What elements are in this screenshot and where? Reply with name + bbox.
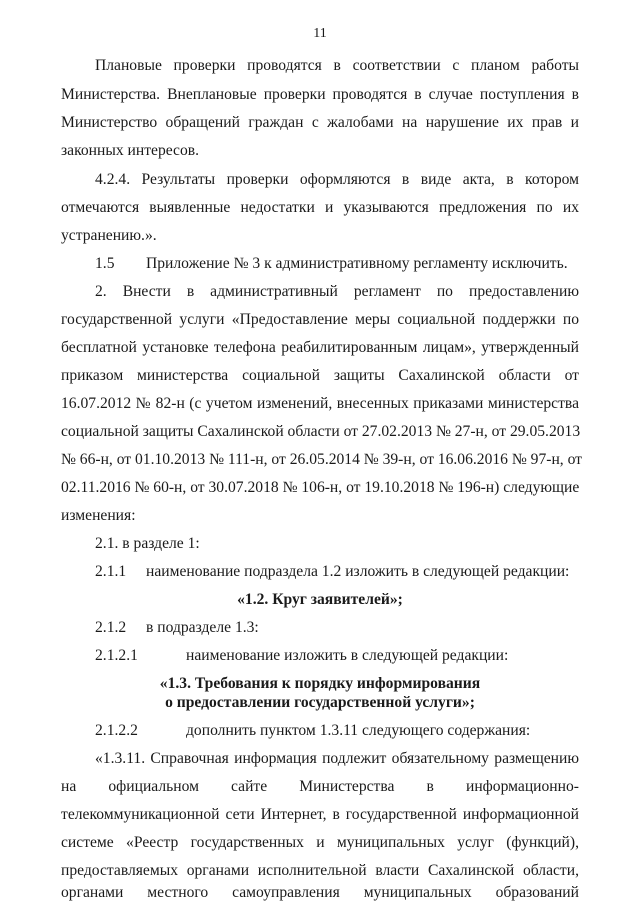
text-line: устранению.».: [61, 227, 157, 244]
page-number: 11: [313, 26, 327, 41]
item-number: 2.1.1: [95, 563, 127, 580]
item-number: 2.1.2: [95, 619, 127, 636]
text-line: Министерства. Внеплановые проверки проводятся в случае поступления в: [61, 86, 579, 103]
heading-line: «1.3. Требования к порядку информирования: [159, 675, 481, 692]
text-line: № 66-н, от 01.10.2013 № 111-н, от 26.05.2014 № 39-н, от 16.06.2016 № 97-н, от: [61, 451, 582, 468]
text-line: наименование изложить в следующей редакции:: [186, 647, 509, 664]
text-line: системе «Реестр государственных и муниципальных услуг (функций),: [61, 834, 579, 851]
text-line: 16.07.2012 № 82-н (с учетом изменений, внесенных приказами министерства: [61, 395, 579, 412]
text-line: наименование подраздела 1.2 изложить в следующей редакции:: [146, 563, 570, 580]
text-line: Приложение № 3 к административному регламенту исключить.: [146, 255, 568, 272]
text-line: Плановые проверки проводятся в соответствии с планом работы: [95, 57, 579, 74]
text-line: 2.1. в разделе 1:: [95, 535, 200, 552]
text-line: отмечаются выявленные недостатки и указываются предложения по их: [61, 199, 579, 216]
item-number: 1.5: [95, 255, 115, 272]
text-line: законных интересов.: [61, 142, 200, 159]
text-line: приказом министерства социальной защиты Сахалинской области от: [61, 367, 579, 384]
text-line: 02.11.2016 № 60-н, от 30.07.2018 № 106-н, от 19.10.2018 № 196-н) следующие: [61, 479, 580, 496]
text-line: 4.2.4. Результаты проверки оформляются в виде акта, в котором: [95, 171, 579, 188]
text-line: Министерство обращений граждан с жалобами на нарушение их прав и: [61, 114, 579, 131]
text-line: изменения:: [61, 507, 136, 524]
item-number: 2.1.2.2: [95, 722, 138, 739]
text-line: на официальном сайте Министерства в информационно-: [61, 778, 579, 795]
text-line: социальной защиты Сахалинской области от 27.02.2013 № 27-н, от 29.05.2013: [61, 423, 581, 440]
text-line: «1.3.11. Справочная информация подлежит обязательному размещению: [95, 750, 579, 767]
text-line: предоставляемых органами исполнительной власти Сахалинской области,: [61, 862, 579, 879]
text-line: телекоммуникационной сети Интернет, в государственной информационной: [61, 806, 579, 823]
text-line: дополнить пунктом 1.3.11 следующего содержания:: [186, 722, 531, 739]
text-line: 2. Внести в административный регламент по предоставлению: [95, 283, 579, 300]
text-line: органами местного самоуправления муниципальных образований: [61, 884, 579, 901]
text-line: в подразделе 1.3:: [146, 619, 259, 636]
heading-line: «1.2. Круг заявителей»;: [237, 591, 403, 608]
text-line: бесплатной установке телефона реабилитированным лицам», утвержденный: [61, 339, 579, 356]
heading-line: о предоставлении государственной услуги»;: [165, 694, 475, 711]
item-number: 2.1.2.1: [95, 647, 138, 664]
text-line: государственной услуги «Предоставление меры социальной поддержки по: [61, 311, 579, 328]
